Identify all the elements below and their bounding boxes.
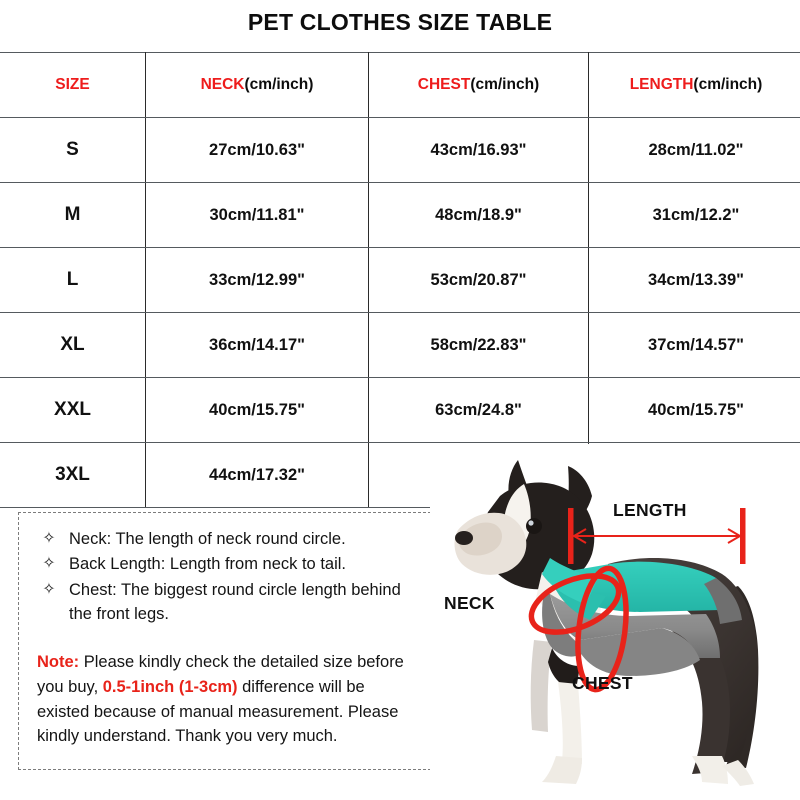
neck-label: NECK <box>444 593 495 613</box>
cell-size: 3XL <box>0 443 146 508</box>
column-header-chest-unit: (cm/inch) <box>470 76 540 93</box>
note-text-part-1: Please kindly check the detailed size before you buy, <box>37 653 404 696</box>
cell-neck: 30cm/11.81" <box>146 183 369 248</box>
list-item-label: Back Length: Length from neck to tail. <box>69 555 346 574</box>
cell-chest: 63cm/24.8" <box>369 378 589 443</box>
note-text-part-2: difference will be existed because of manual measurement. Please kindly understand. Thank you very much. <box>37 677 399 746</box>
diamond-star-icon: ✧ <box>42 580 56 598</box>
cell-length: 37cm/14.57" <box>589 313 800 378</box>
cell-chest: 48cm/18.9" <box>369 183 589 248</box>
cell-length: 31cm/12.2" <box>589 183 800 248</box>
column-header-size-label: SIZE <box>55 76 90 93</box>
dog-eye-highlight <box>528 520 533 525</box>
table-row <box>0 313 800 378</box>
dog-photo <box>430 444 800 800</box>
measurement-notes-box <box>18 512 436 770</box>
cell-size: M <box>0 183 146 248</box>
column-header-length-label: LENGTH <box>629 76 694 93</box>
cell-length: 34cm/13.39" <box>589 248 800 313</box>
dog-nose <box>455 531 473 545</box>
cell-size: XXL <box>0 378 146 443</box>
column-header-neck-label: NECK <box>200 76 245 93</box>
list-item <box>29 552 423 576</box>
list-item <box>29 578 423 627</box>
cell-neck: 27cm/10.63" <box>146 118 369 183</box>
cell-neck: 40cm/15.75" <box>146 378 369 443</box>
cell-chest: 53cm/20.87" <box>369 248 589 313</box>
table-row <box>0 118 800 183</box>
cell-chest: 43cm/16.93" <box>369 118 589 183</box>
list-item <box>29 527 423 551</box>
cell-neck: 44cm/17.32" <box>146 443 369 508</box>
cell-size: S <box>0 118 146 183</box>
size-table <box>0 52 800 508</box>
table-row <box>0 378 800 443</box>
list-item-label: Chest: The biggest round circle length behind the front legs. <box>69 580 401 623</box>
table-row <box>0 248 800 313</box>
cell-size: L <box>0 248 146 313</box>
cell-length: 28cm/11.02" <box>589 118 800 183</box>
dog-measurement-illustration <box>430 444 800 800</box>
measurement-definition-list <box>29 527 423 626</box>
length-label: LENGTH <box>613 500 687 520</box>
chest-label: CHEST <box>572 673 633 693</box>
note-paragraph <box>37 650 419 749</box>
cell-size: XL <box>0 313 146 378</box>
table-row <box>0 183 800 248</box>
cell-chest: 58cm/22.83" <box>369 313 589 378</box>
note-tolerance-highlight: 0.5-1inch (1-3cm) <box>102 677 238 696</box>
column-header-neck-unit: (cm/inch) <box>244 76 314 93</box>
column-header-neck <box>146 53 369 118</box>
list-item-label: Neck: The length of neck round circle. <box>69 530 346 548</box>
page-title: PET CLOTHES SIZE TABLE <box>247 9 553 35</box>
column-header-size <box>0 53 146 118</box>
diamond-star-icon: ✧ <box>42 555 56 573</box>
dog-eye <box>526 518 542 534</box>
table-header-row <box>0 53 800 118</box>
note-label: Note: <box>37 653 80 671</box>
cell-neck: 36cm/14.17" <box>146 313 369 378</box>
cell-neck: 33cm/12.99" <box>146 248 369 313</box>
column-header-length <box>589 53 800 118</box>
column-header-chest <box>369 53 589 118</box>
diamond-star-icon: ✧ <box>42 530 56 547</box>
column-header-length-unit: (cm/inch) <box>693 76 763 93</box>
cell-length: 40cm/15.75" <box>589 378 800 443</box>
column-header-chest-label: CHEST <box>417 76 471 93</box>
